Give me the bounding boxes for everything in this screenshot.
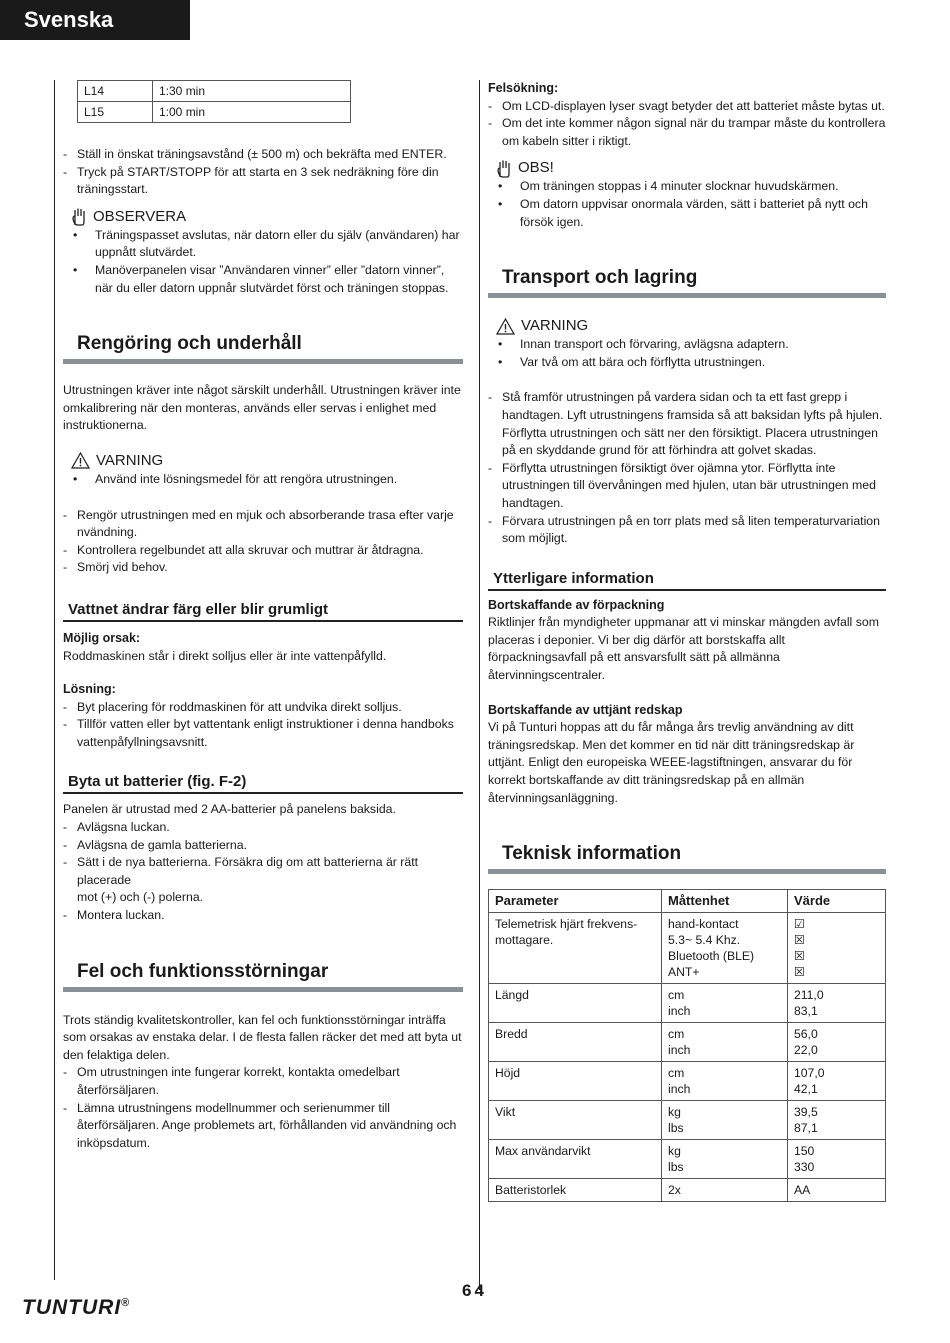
crossed-box-icon: ☒ xyxy=(794,965,805,980)
unit-cell xyxy=(662,913,788,984)
table-row xyxy=(489,1140,886,1179)
more-info-heading: Ytterligare information xyxy=(488,570,886,591)
list-item: - Avlägsna luckan. xyxy=(63,819,463,837)
list-item: - Kontrollera regelbundet att alla skruvar och muttrar är åtdragna. xyxy=(63,542,463,560)
unit-line: hand-kontact xyxy=(668,917,739,932)
list-item: • Var två om att bära och förflytta utrustningen. xyxy=(488,354,886,372)
list-item: • Använd inte lösningsmedel för att rengöra utrustningen. xyxy=(63,471,463,489)
list-item: - Tillför vatten eller byt vattentank enligt instruktioner i denna handboks vattenpåfyllningsavsnitt. xyxy=(63,716,463,751)
equipment-text: Vi på Tunturi hoppas att du får många års trevlig användning av ditt träningsredskap. Men det kommer en tid när ditt träningsredskap är uttjänt. Enligt den europeiska WEEE-lagstiftningen, ansvarar du för korrekt bortskaffande av ditt träningsredskap på en allmän återvinningsanläggning. xyxy=(488,720,855,805)
unit-line: ANT+ xyxy=(668,965,700,980)
language-tab: Svenska xyxy=(0,0,190,40)
intro-steps xyxy=(63,146,463,199)
list-item: - Byt placering för roddmaskinen för att undvika direkt solljus. xyxy=(63,699,463,717)
column-header: Värde xyxy=(788,890,886,913)
value-cell: 150 330 xyxy=(788,1140,886,1179)
list-item xyxy=(63,854,463,907)
unit-cell: 2x xyxy=(662,1179,788,1202)
maintenance-warning xyxy=(63,451,463,471)
unit-cell: kg lbs xyxy=(662,1101,788,1140)
transport-warning-list xyxy=(488,336,886,371)
column-divider-center xyxy=(479,80,480,1290)
warning-icon xyxy=(496,318,515,335)
crossed-box-icon: ☒ xyxy=(794,933,805,948)
hand-icon xyxy=(71,207,87,226)
cause-label: Möjlig orsak: xyxy=(63,630,141,645)
table-row xyxy=(489,984,886,1023)
tech-heading: Teknisk information xyxy=(488,843,886,874)
table-row xyxy=(489,1023,886,1062)
registered-mark: ® xyxy=(121,1297,131,1309)
param-cell: Vikt xyxy=(489,1101,662,1140)
list-item: • Manöverpanelen visar ”Användaren vinner” eller ”datorn vinner”, när du eller datorn uppnår slutvärdet först och träningen stoppas. xyxy=(63,262,463,297)
value-cell: 211,0 83,1 xyxy=(788,984,886,1023)
list-item: - Ställ in önskat träningsavstånd (± 500 m) och bekräfta med ENTER. xyxy=(63,146,463,164)
list-item: - Om det inte kommer någon signal när du trampar måste du kontrollera om kabeln sitter i riktigt. xyxy=(488,115,886,150)
param-cell: Batteristorlek xyxy=(489,1179,662,1202)
param-cell: Telemetrisk hjärt frekvens-mottagare. xyxy=(489,913,662,984)
right-column xyxy=(488,80,886,1202)
param-cell: Max användarvikt xyxy=(489,1140,662,1179)
faults-intro: Trots ständig kvalitetskontroller, kan fel och funktionsstörningar inträffa som orsakas av enstaka delar. I de flesta fallen räcker det med att byta ut den felaktiga delen. xyxy=(63,1012,462,1062)
faults-list xyxy=(63,1064,463,1152)
table-row xyxy=(78,81,351,102)
param-cell: Längd xyxy=(489,984,662,1023)
list-item: - Om utrustningen inte fungerar korrekt, kontakta omedelbart återförsäljaren. xyxy=(63,1064,463,1099)
hand-icon xyxy=(496,159,512,178)
transport-warning xyxy=(488,316,886,336)
warning-icon xyxy=(71,452,90,469)
column-header: Måttenhet xyxy=(662,890,788,913)
maintenance-steps xyxy=(63,507,463,577)
packaging-label: Bortskaffande av förpackning xyxy=(488,597,665,612)
maintenance-warning-list xyxy=(63,471,463,489)
list-item: • Om datorn uppvisar onormala värden, sätt i batteriet på nytt och försök igen. xyxy=(488,196,886,231)
list-item: - Smörj vid behov. xyxy=(63,559,463,577)
observera-notice xyxy=(63,207,463,227)
obs-notice xyxy=(488,158,886,178)
value-cell: 107,0 42,1 xyxy=(788,1062,886,1101)
value-cell xyxy=(788,913,886,984)
solution-label: Lösning: xyxy=(63,682,116,697)
list-item: - Tryck på START/STOPP för att starta en 3 sek nedräkning före din träningsstart. xyxy=(63,164,463,199)
list-item: - Förflytta utrustningen försiktigt över ojämna ytor. Förflytta inte utrustningen till övervåningen med hjulen, utan bär utrustningen med handtagen. xyxy=(488,460,886,513)
list-item: - Avlägsna de gamla batterierna. xyxy=(63,837,463,855)
tech-table xyxy=(488,889,886,1202)
param-cell: Höjd xyxy=(489,1062,662,1101)
notice-title: OBSERVERA xyxy=(93,207,187,225)
polarity-text: mot (+) och (-) polerna. xyxy=(77,890,204,905)
unit-cell: cm inch xyxy=(662,984,788,1023)
param-cell: Bredd xyxy=(489,1023,662,1062)
left-column xyxy=(63,80,463,1152)
unit-cell: cm inch xyxy=(662,1062,788,1101)
crossed-box-icon: ☒ xyxy=(794,949,805,964)
maintenance-heading: Rengöring och underhåll xyxy=(63,333,463,364)
list-item: - Om LCD-displayen lyser svagt betyder det att batteriet måste bytas ut. xyxy=(488,98,886,116)
time-cell: 1:30 min xyxy=(153,81,351,102)
brand-name: TUNTURI xyxy=(22,1296,122,1319)
table-row xyxy=(489,1179,886,1202)
battery-heading: Byta ut batterier (fig. F-2) xyxy=(63,773,463,794)
table-header-row xyxy=(489,890,886,913)
value-cell: 39,5 87,1 xyxy=(788,1101,886,1140)
transport-heading: Transport och lagring xyxy=(488,267,886,298)
column-header: Parameter xyxy=(489,890,662,913)
notice-title: VARNING xyxy=(521,317,589,335)
battery-intro: Panelen är utrustad med 2 AA-batterier på panelens baksida. xyxy=(63,802,396,817)
troubleshooting-list xyxy=(488,98,886,151)
equipment-label: Bortskaffande av uttjänt redskap xyxy=(488,702,683,717)
page-number: 64 xyxy=(462,1281,487,1300)
unit-line: 5.3~ 5.4 Khz. xyxy=(668,933,741,948)
obs-list xyxy=(488,178,886,231)
value-cell: AA xyxy=(788,1179,886,1202)
observera-list xyxy=(63,227,463,297)
packaging-text: Riktlinjer från myndigheter uppmanar att vi minskar mängden avfall som placeras i deponier. Vi ber dig därför att borstskaffa allt förpackningsavfall på ett ansvarsfullt sätt på allmänna återvinningscentraler. xyxy=(488,615,879,683)
value-cell: 56,0 22,0 xyxy=(788,1023,886,1062)
faults-heading: Fel och funktionsstörningar xyxy=(63,961,463,992)
table-row xyxy=(489,913,886,984)
time-cell: 1:00 min xyxy=(153,102,351,123)
transport-steps xyxy=(488,389,886,547)
column-divider-left xyxy=(54,80,55,1280)
brand-logo xyxy=(22,1296,130,1320)
battery-steps xyxy=(63,819,463,925)
list-item: - Rengör utrustningen med en mjuk och absorberande trasa efter varje nvändning. xyxy=(63,507,463,542)
list-item: • Träningspasset avslutas, när datorn eller du själv (användaren) har uppnått slutvärdet. xyxy=(63,227,463,262)
table-row xyxy=(489,1101,886,1140)
solution-list xyxy=(63,699,463,752)
unit-cell: kg lbs xyxy=(662,1140,788,1179)
list-item: • Om träningen stoppas i 4 minuter slocknar huvudskärmen. xyxy=(488,178,886,196)
unit-cell: cm inch xyxy=(662,1023,788,1062)
list-item: - Stå framför utrustningen på vardera sidan och ta ett fast grepp i handtagen. Lyft utrustningens framsida så att baksidan lyfts på hjulen. Förflytta utrustningen och sätt ner den försiktigt. Placera utrustningen på en skyddande grund för att förhindra att golvet skadas. xyxy=(488,389,886,459)
level-cell: L15 xyxy=(78,102,153,123)
notice-title: VARNING xyxy=(96,451,164,469)
table-row xyxy=(78,102,351,123)
table-row xyxy=(489,1062,886,1101)
notice-title: OBS! xyxy=(518,159,554,177)
level-cell: L14 xyxy=(78,81,153,102)
battery-insert-text: Sätt i de nya batterierna. Försäkra dig om att batterierna är rätt placerade xyxy=(77,855,419,887)
troubleshooting-label: Felsökning: xyxy=(488,81,559,95)
level-table xyxy=(77,80,351,123)
list-item: - Montera luckan. xyxy=(63,907,463,925)
unit-line: Bluetooth (BLE) xyxy=(668,949,755,964)
cause-text: Roddmaskinen står i direkt solljus eller är inte vattenpåfylld. xyxy=(63,648,387,663)
water-heading: Vattnet ändrar färg eller blir grumligt xyxy=(63,601,463,622)
checked-box-icon: ☑ xyxy=(794,917,805,932)
list-item: • Innan transport och förvaring, avlägsna adaptern. xyxy=(488,336,886,354)
maintenance-intro: Utrustningen kräver inte något särskilt underhåll. Utrustningen kräver inte omkalibrering när den monteras, används eller servas i enlighet med instruktionerna. xyxy=(63,383,461,433)
list-item: - Förvara utrustningen på en torr plats med så liten temperaturvariation som möjligt. xyxy=(488,513,886,548)
list-item: - Lämna utrustningens modellnummer och serienummer till återförsäljaren. Ange problemets art, förhållanden vid användning och inköpsdatum. xyxy=(63,1100,463,1153)
